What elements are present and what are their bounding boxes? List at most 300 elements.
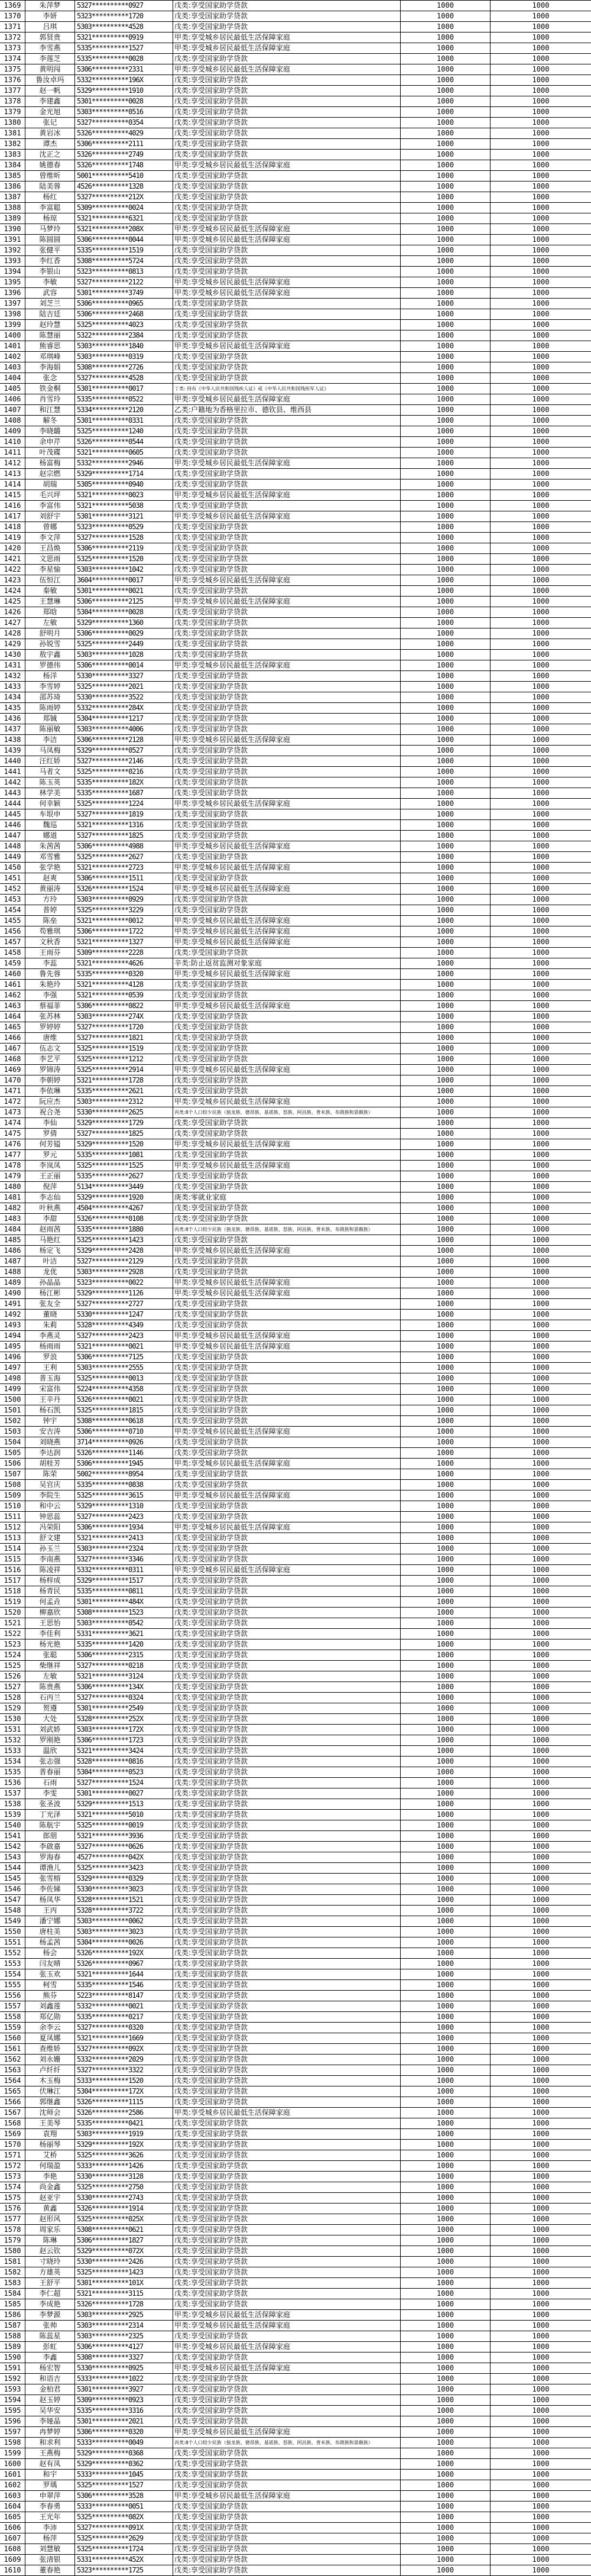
student-name-cell: 倪萍 (25, 1182, 75, 1192)
student-name-cell: 李艺平 (25, 1054, 75, 1064)
amount-1-cell: 1000 (401, 245, 491, 255)
student-name-cell: 张玉欢 (25, 1969, 75, 1979)
amount-1-cell: 1000 (401, 2491, 491, 2501)
amount-2-cell: 1000 (532, 2385, 550, 2393)
amount-2-cell: 1000 (532, 714, 550, 722)
id-number-cell: 5301**********2549 (75, 1703, 173, 1713)
amount-2-cell: 1000 (532, 1427, 550, 1436)
category-cell: 戊类:享受国家助学贷款 (173, 1714, 401, 1724)
amount-2-cell: 1000 (532, 1704, 550, 1712)
row-number-cell: 1389 (0, 213, 25, 223)
table-row (0, 150, 591, 160)
category-cell: 戊类:享受国家助学贷款 (173, 1650, 401, 1660)
row-number-cell: 1413 (0, 469, 25, 479)
category-cell: 戊类:享受国家助学贷款 (173, 1820, 401, 1830)
row-number-cell: 1540 (0, 1820, 25, 1830)
category-cell: 戊类:享受国家助学贷款 (173, 2502, 401, 2512)
amount-2-cell: 1000 (532, 1661, 550, 1670)
table-row (0, 2235, 591, 2246)
amount-2-cell: 1000 (532, 661, 550, 669)
amount-1-cell: 1000 (401, 1863, 491, 1873)
id-number-cell: 5321**********0012 (75, 916, 173, 926)
student-name-cell: 郑亿勋 (25, 2012, 75, 2022)
amount-1-cell: 1000 (401, 2299, 491, 2309)
amount-2-cell: 1000 (532, 799, 550, 808)
table-row (0, 426, 591, 437)
row-number-cell: 1439 (0, 746, 25, 756)
id-number-cell: 5335**********0320 (75, 969, 173, 979)
row-number-cell: 1379 (0, 107, 25, 117)
id-number-cell: 5329**********0329 (75, 1874, 173, 1884)
id-number-cell: 5333**********1022 (75, 2374, 173, 2384)
amount-1-cell: 1000 (401, 820, 491, 830)
amount-1-cell: 1000 (401, 639, 491, 649)
amount-1-cell: 1000 (401, 1618, 491, 1628)
amount-2-cell: 1000 (532, 2321, 550, 2329)
amount-1-cell: 1000 (401, 1342, 491, 1352)
table-row (0, 2055, 591, 2065)
amount-1-cell: 1000 (401, 2544, 491, 2554)
amount-1-cell: 1000 (401, 1320, 491, 1330)
category-cell: 戊类:享受国家助学贷款 (173, 948, 401, 958)
row-number-cell: 1447 (0, 831, 25, 841)
id-number-cell: 5303**********1028 (75, 650, 173, 660)
row-number-cell: 1505 (0, 1448, 25, 1458)
category-cell: 甲类:享受城乡居民最低生活保障家庭 (173, 799, 401, 809)
id-number-cell: 5325**********1423 (75, 2267, 173, 2277)
id-number-cell: 5329**********1517 (75, 1576, 173, 1586)
category-cell: 戊类:享受国家助学贷款 (173, 1363, 401, 1373)
amount-2-cell: 1000 (532, 1374, 550, 1382)
amount-1-cell: 1000 (401, 1682, 491, 1692)
id-number-cell: 5308**********2726 (75, 362, 173, 372)
student-name-cell: 唐柱美 (25, 1927, 75, 1937)
amount-2-cell: 1000 (532, 320, 550, 329)
student-name-cell: 张清银 (25, 2555, 75, 2565)
amount-2-cell: 1000 (532, 1778, 550, 1787)
id-number-cell: 5321**********6321 (75, 213, 173, 223)
amount-1-cell: 1000 (401, 1022, 491, 1032)
student-name-cell: 刘慧敏 (25, 2544, 75, 2554)
student-name-cell: 何芳镒 (25, 1139, 75, 1149)
student-name-cell: 郭贤贵 (25, 33, 75, 43)
amount-2-cell: 1000 (532, 2396, 550, 2404)
table-row (0, 937, 591, 948)
student-name-cell: 张志强 (25, 1757, 75, 1767)
category-cell: 戊类:享受国家助学贷款 (173, 22, 401, 32)
row-number-cell: 1473 (0, 1107, 25, 1117)
row-number-cell: 1445 (0, 809, 25, 819)
student-name-cell: 李佐娣 (25, 1884, 75, 1894)
amount-2-cell: 1000 (532, 1906, 550, 1914)
amount-2-cell: 1000 (532, 1246, 550, 1255)
row-number-cell: 1495 (0, 1342, 25, 1352)
category-cell: 戊类:享受国家助学贷款 (173, 533, 401, 543)
table-row (0, 926, 591, 937)
id-number-cell: 5332**********2029 (75, 2055, 173, 2065)
student-name-cell: 朱茜茜 (25, 841, 75, 851)
table-row (0, 1320, 591, 1331)
row-number-cell: 1386 (0, 182, 25, 192)
student-name-cell: 李春勇 (25, 2502, 75, 2512)
amount-2-cell: 1000 (532, 193, 550, 201)
row-number-cell: 1482 (0, 1203, 25, 1213)
amount-2-cell: 1000 (532, 1438, 550, 1446)
student-name-cell: 陈丽敏 (25, 724, 75, 734)
amount-1-cell: 1000 (401, 777, 491, 788)
amount-2-cell: 1000 (532, 448, 550, 456)
category-cell: 戊类:享受国家助学贷款 (173, 2097, 401, 2107)
row-number-cell: 1601 (0, 2470, 25, 2480)
category-cell: 戊类:享受国家助学贷款 (173, 448, 401, 458)
student-name-cell: 张聪 (25, 1650, 75, 1660)
row-number-cell: 1563 (0, 2065, 25, 2075)
amount-1-cell: 1000 (401, 1586, 491, 1596)
id-number-cell: 5326**********2586 (75, 2108, 173, 2118)
student-name-cell: 张苏林 (25, 1012, 75, 1022)
student-name-cell: 潘宁娜 (25, 1916, 75, 1926)
row-number-cell: 1516 (0, 1565, 25, 1575)
row-number-cell: 1371 (0, 22, 25, 32)
student-name-cell: 王思怡 (25, 1618, 75, 1628)
amount-1-cell: 1000 (401, 1778, 491, 1788)
student-name-cell: 刘舒宇 (25, 511, 75, 521)
id-number-cell: 5303**********0542 (75, 1618, 173, 1628)
category-cell: 戊类:享受国家助学贷款 (173, 2246, 401, 2256)
student-name-cell: 魏巡 (25, 820, 75, 830)
row-number-cell: 1496 (0, 1352, 25, 1362)
id-number-cell: 5301**********101X (75, 2278, 173, 2288)
row-number-cell: 1377 (0, 86, 25, 96)
row-number-cell: 1396 (0, 288, 25, 298)
category-cell: 戊类:享受国家助学贷款 (173, 1352, 401, 1362)
amount-2-cell: 1000 (532, 597, 550, 605)
row-number-cell: 1479 (0, 1171, 25, 1181)
category-cell: 戊类:享受国家助学贷款 (173, 96, 401, 106)
table-row (0, 2278, 591, 2289)
table-row (0, 1639, 591, 1650)
amount-2-cell: 1000 (532, 1300, 550, 1308)
student-name-cell: 孙锐雪 (25, 639, 75, 649)
id-number-cell: 5303**********0516 (75, 107, 173, 117)
table-row (0, 1044, 591, 1054)
category-cell: 戊类:享受国家助学贷款 (173, 118, 401, 128)
table-row (0, 1533, 591, 1544)
table-row (0, 458, 591, 469)
amount-1-cell: 1000 (401, 1522, 491, 1532)
amount-1-cell: 1000 (401, 1895, 491, 1905)
amount-1-cell: 1000 (401, 405, 491, 415)
student-name-cell: 李仁超 (25, 2289, 75, 2299)
category-cell: 戊类:享受国家助学贷款 (173, 2129, 401, 2139)
amount-2-cell: 1000 (532, 1182, 550, 1191)
row-number-cell: 1403 (0, 362, 25, 372)
student-name-cell: 鲁汝卓玛 (25, 75, 75, 85)
category-cell: 戊类:享受国家助学贷款 (173, 1267, 401, 1277)
student-name-cell: 赵形风 (25, 2214, 75, 2224)
amount-1-cell: 1000 (401, 841, 491, 851)
amount-2-cell: 1000 (532, 331, 550, 339)
id-number-cell: 5329**********0527 (75, 746, 173, 756)
row-number-cell: 1552 (0, 1948, 25, 1958)
table-row (0, 33, 591, 43)
id-number-cell: 5335**********0522 (75, 394, 173, 404)
table-row (0, 1405, 591, 1416)
table-row (0, 2299, 591, 2310)
category-cell: 戊类:享受国家助学贷款 (173, 203, 401, 213)
category-cell: 甲类:享受城乡居民最低生活保障家庭 (173, 1097, 401, 1107)
category-cell: 戊类:享受国家助学贷款 (173, 1544, 401, 1554)
table-row (0, 1874, 591, 1884)
table-row (0, 2502, 591, 2512)
amount-2-cell: 1000 (532, 2023, 550, 2031)
id-number-cell: 5321**********0919 (75, 33, 173, 43)
id-number-cell: 5224**********4358 (75, 1384, 173, 1394)
amount-2-cell: 1000 (532, 2353, 550, 2361)
id-number-cell: 5327**********212X (75, 192, 173, 202)
table-row (0, 2491, 591, 2502)
row-number-cell: 1564 (0, 2076, 25, 2086)
id-number-cell: 5335**********0838 (75, 1480, 173, 1490)
table-row (0, 373, 591, 384)
amount-2-cell: 1000 (532, 2204, 550, 2212)
amount-1-cell: 1000 (401, 2118, 491, 2128)
student-name-cell: 蔡福菲 (25, 1001, 75, 1011)
amount-2-cell: 1000 (532, 1406, 550, 1414)
student-name-cell: 伍恒江 (25, 575, 75, 585)
amount-1-cell: 1000 (401, 2172, 491, 2182)
category-cell: 丙类:8个人口较少民族（独龙族、德昂族、基诺族、怒族、阿昌族、普米族、布朗族和景颇族） (173, 1224, 401, 1234)
row-number-cell: 1542 (0, 1842, 25, 1852)
amount-2-cell: 1000 (532, 980, 550, 989)
id-number-cell: 5325**********4023 (75, 320, 173, 330)
row-number-cell: 1526 (0, 1671, 25, 1681)
table-row (0, 980, 591, 990)
row-number-cell: 1484 (0, 1224, 25, 1234)
category-cell: 戊类:享受国家助学贷款 (173, 2182, 401, 2192)
table-row (0, 639, 591, 650)
student-name-cell: 赵爽 (25, 873, 75, 883)
table-row (0, 618, 591, 628)
amount-2-cell: 1000 (532, 1959, 550, 1968)
row-number-cell: 1466 (0, 1033, 25, 1043)
amount-2-cell: 1000 (532, 1534, 550, 1542)
id-number-cell: 5134**********3449 (75, 1182, 173, 1192)
category-cell: 戊类:享受国家助学贷款 (173, 1171, 401, 1181)
table-row (0, 597, 591, 607)
table-row (0, 1629, 591, 1639)
id-number-cell: 5306**********2331 (75, 64, 173, 74)
table-row (0, 1342, 591, 1352)
amount-2-cell: 1000 (532, 1566, 550, 1574)
row-number-cell: 1478 (0, 1161, 25, 1171)
student-name-cell: 吕琪 (25, 22, 75, 32)
amount-1-cell: 1000 (401, 2565, 491, 2575)
id-number-cell: 5304**********0028 (75, 607, 173, 617)
table-row (0, 1150, 591, 1161)
amount-2-cell: 1000 (532, 1044, 550, 1052)
id-number-cell: 5333**********1045 (75, 2470, 173, 2480)
student-name-cell: 马者文 (25, 767, 75, 777)
amount-1-cell: 1000 (401, 1416, 491, 1426)
table-row (0, 1416, 591, 1427)
amount-2-cell: 1000 (532, 863, 550, 871)
amount-2-cell: 1000 (532, 831, 550, 840)
amount-2-cell: 1000 (532, 1747, 550, 1755)
student-name-cell: 赵有凤 (25, 2459, 75, 2469)
category-cell: 戊类:享受国家助学贷款 (173, 1203, 401, 1213)
id-number-cell: 5321**********4128 (75, 980, 173, 990)
id-number-cell: 5328**********1521 (75, 1895, 173, 1905)
table-row (0, 171, 591, 182)
category-cell: 甲类:享受城乡居民最低生活保障家庭 (173, 160, 401, 170)
row-number-cell: 1449 (0, 852, 25, 862)
table-row (0, 1352, 591, 1363)
row-number-cell: 1417 (0, 511, 25, 521)
amount-2-cell: 1000 (532, 512, 550, 520)
student-name-cell: 李达润 (25, 1448, 75, 1458)
category-cell: 戊类:享受国家助学贷款 (173, 1757, 401, 1767)
id-number-cell: 5335**********182X (75, 777, 173, 788)
row-number-cell: 1535 (0, 1767, 25, 1777)
amount-1-cell: 1000 (401, 1639, 491, 1650)
row-number-cell: 1527 (0, 1682, 25, 1692)
table-row (0, 479, 591, 490)
amount-2-cell: 1000 (532, 267, 550, 276)
row-number-cell: 1491 (0, 1299, 25, 1309)
table-row (0, 692, 591, 703)
student-name-cell: 杨富梅 (25, 458, 75, 468)
amount-2-cell: 1000 (532, 171, 550, 180)
row-number-cell: 1498 (0, 1373, 25, 1383)
id-number-cell: 5335**********1546 (75, 1980, 173, 1990)
amount-2-cell: 1000 (532, 416, 550, 425)
category-cell: 戊类:享受国家助学贷款 (173, 2055, 401, 2065)
row-number-cell: 1522 (0, 1629, 25, 1639)
category-cell: 戊类:享受国家助学贷款 (173, 2214, 401, 2224)
amount-1-cell: 1000 (401, 2246, 491, 2256)
amount-1-cell: 1000 (401, 2033, 491, 2043)
table-row (0, 2480, 591, 2491)
student-name-cell: 叶洁 (25, 1256, 75, 1266)
id-number-cell: 5329**********1310 (75, 1501, 173, 1511)
student-name-cell: 叶茂碟 (25, 448, 75, 458)
category-cell: 戊类:享受国家助学贷款 (173, 1735, 401, 1745)
table-row (0, 607, 591, 618)
amount-1-cell: 1000 (401, 33, 491, 43)
amount-1-cell: 1000 (401, 1331, 491, 1341)
id-number-cell: 5330**********2426 (75, 2257, 173, 2267)
id-number-cell: 5306**********1934 (75, 1522, 173, 1532)
table-row (0, 1203, 591, 1214)
amount-2-cell: 1000 (532, 789, 550, 797)
amount-2-cell: 1000 (532, 1119, 550, 1127)
student-name-cell: 李星愉 (25, 565, 75, 575)
id-number-cell: 5301**********0331 (75, 416, 173, 426)
category-cell: 戊类:享受国家助学贷款 (173, 1405, 401, 1415)
id-number-cell: 5329**********0368 (75, 2448, 173, 2458)
student-name-cell: 王正丽 (25, 1171, 75, 1181)
row-number-cell: 1494 (0, 1331, 25, 1341)
id-number-cell: 5327**********1528 (75, 533, 173, 543)
amount-1-cell: 1000 (401, 522, 491, 532)
amount-2-cell: 1000 (532, 906, 550, 914)
category-cell: 戊类:享受国家助学贷款 (173, 1299, 401, 1309)
amount-1-cell: 1000 (401, 2342, 491, 2352)
table-row (0, 2342, 591, 2353)
amount-2-cell: 1000 (532, 2289, 550, 2298)
row-number-cell: 1562 (0, 2055, 25, 2065)
id-number-cell: 5322**********2384 (75, 330, 173, 341)
row-number-cell: 1409 (0, 426, 25, 436)
id-number-cell: 5323**********0022 (75, 1278, 173, 1288)
row-number-cell: 1536 (0, 1778, 25, 1788)
student-name-cell: 申翠萍 (25, 2491, 75, 2501)
category-cell: 甲类:享受城乡居民最低生活保障家庭 (173, 2321, 401, 2331)
category-cell: 戊类:享受国家助学贷款 (173, 309, 401, 319)
student-name-cell: 秦敏 (25, 586, 75, 596)
id-number-cell: 5301**********3749 (75, 288, 173, 298)
id-number-cell: 5325**********1527 (75, 2480, 173, 2490)
amount-2-cell: 1000 (532, 1555, 550, 1563)
amount-2-cell: 1000 (532, 1172, 550, 1180)
row-number-cell: 1518 (0, 1586, 25, 1596)
student-name-cell: 李红香 (25, 256, 75, 266)
amount-1-cell: 1000 (401, 160, 491, 170)
row-number-cell: 1399 (0, 320, 25, 330)
amount-1-cell: 1000 (401, 863, 491, 873)
id-number-cell: 5326**********4029 (75, 128, 173, 138)
amount-1-cell: 1000 (401, 224, 491, 234)
student-name-cell: 和求利 (25, 2438, 75, 2448)
amount-1-cell: 1000 (401, 809, 491, 819)
amount-2-cell: 1000 (532, 1927, 550, 1936)
student-name-cell: 杨定飞 (25, 1246, 75, 1256)
table-row (0, 2363, 591, 2374)
category-cell: 甲类:享受城乡居民最低生活保障家庭 (173, 2108, 401, 2118)
amount-2-cell: 1000 (532, 1055, 550, 1063)
table-row (0, 1448, 591, 1459)
table-row (0, 799, 591, 809)
amount-1-cell: 1000 (401, 618, 491, 628)
id-number-cell: 5333**********0049 (75, 2438, 173, 2448)
student-name-cell: 赵玲慧 (25, 320, 75, 330)
amount-1-cell: 1000 (401, 1565, 491, 1575)
student-name-cell: 杨琼 (25, 213, 75, 223)
amount-1-cell: 1000 (401, 2384, 491, 2394)
row-number-cell: 1391 (0, 235, 25, 245)
amount-2-cell: 1000 (532, 767, 550, 776)
row-number-cell: 1547 (0, 1895, 25, 1905)
category-cell: 戊类:享受国家助学贷款 (173, 1235, 401, 1245)
category-cell: 甲类:享受城乡居民最低生活保障家庭 (173, 1490, 401, 1501)
amount-2-cell: 1000 (532, 1353, 550, 1361)
id-number-cell: 5335**********0028 (75, 54, 173, 64)
row-number-cell: 1486 (0, 1246, 25, 1256)
table-row (0, 2533, 591, 2544)
student-name-cell: 王慧琳 (25, 597, 75, 607)
category-cell: 戊类:享受国家助学贷款 (173, 628, 401, 639)
student-name-cell: 方玲 (25, 895, 75, 905)
student-name-cell: 李洁 (25, 735, 75, 745)
row-number-cell: 1373 (0, 43, 25, 53)
id-number-cell: 5335**********1420 (75, 1639, 173, 1650)
student-name-cell: 汪红娇 (25, 756, 75, 766)
category-cell: 戊类:享受国家助学贷款 (173, 831, 401, 841)
id-number-cell: 5002**********8954 (75, 1469, 173, 1479)
row-number-cell: 1463 (0, 1001, 25, 1011)
category-cell: 戊类:享受国家助学贷款 (173, 2374, 401, 2384)
